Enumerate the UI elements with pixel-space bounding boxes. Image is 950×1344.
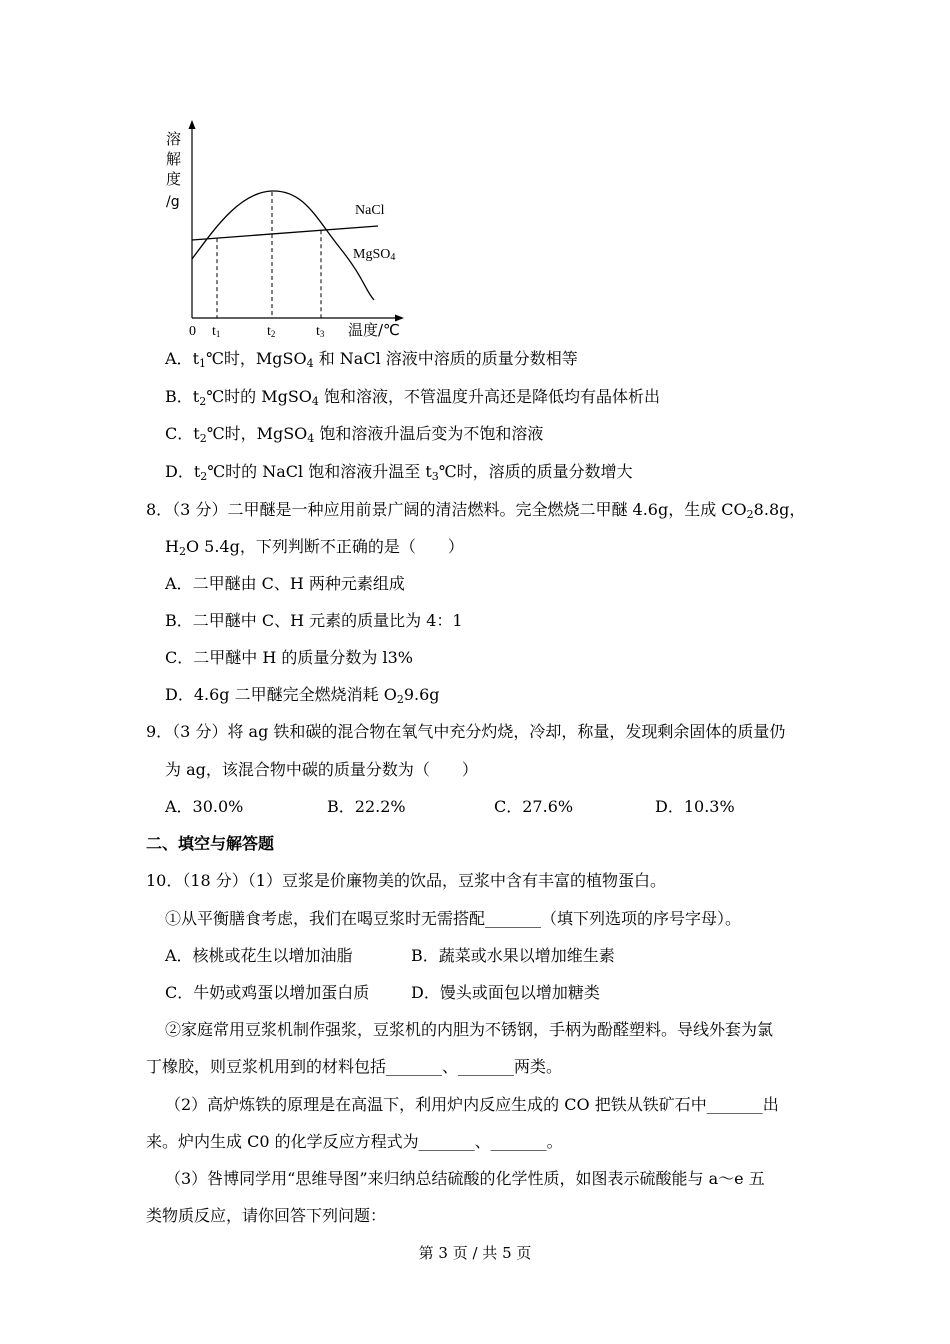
- series-label-mgso4: MgSO4: [353, 247, 396, 263]
- q8-stem-line1: 8．（3 分）二甲醚是一种应用前景广阔的清洁燃料。完全燃烧二甲醚 4.6g，生成 $CO_28.8g$，: [146, 500, 806, 521]
- q10-option-c: C．牛奶或鸡蛋以增加蛋白质: [165, 983, 370, 1002]
- q10-option-d: D．馒头或面包以增加糖类: [411, 983, 600, 1002]
- q8-option-b: B．二甲醚中 C、H 元素的质量比为 4：1: [165, 611, 463, 630]
- q10-line1: 10．（18 分）（1）豆浆是价廉物美的饮品，豆浆中含有丰富的植物蛋白。: [146, 871, 666, 890]
- q7-option-b: B．$t_2℃$时的 MgSO$_4$ 饱和溶液，不管温度升高还是降低均有晶体析出: [165, 387, 660, 408]
- q8-stem-line2: $H_2O$ 5.4g，下列判断不正确的是（ ）: [165, 537, 464, 558]
- q10-line5: ②家庭常用豆浆机制作强浆，豆浆机的内胆为不锈钢，手柄为酚醛塑料。导线外套为氯: [165, 1020, 774, 1039]
- q8-option-a: A．二甲醚由 C、H 两种元素组成: [165, 574, 405, 593]
- section-title: 二、填空与解答题: [146, 834, 275, 853]
- nacl-line: [192, 226, 378, 240]
- y-label-char: 解: [166, 150, 182, 168]
- q9-option-a: A．30.0%: [165, 797, 244, 816]
- origin-label: 0: [189, 324, 196, 339]
- q10-line8: 来。炉内生成 C0 的化学反应方程式为_______、_______。: [146, 1132, 563, 1151]
- q9-option-b: B．22.2%: [327, 797, 406, 816]
- y-label-char: 度: [166, 170, 182, 188]
- x-tick-t2: t2: [267, 324, 276, 339]
- x-tick-t3: t3: [316, 324, 325, 339]
- q8-option-c: C．二甲醚中 H 的质量分数为 l3%: [165, 648, 413, 667]
- series-label-nacl: NaCl: [355, 203, 385, 218]
- q7-option-c: C．$t_2℃$时，MgSO$_4$ 饱和溶液升温后变为不饱和溶液: [165, 424, 544, 445]
- q9-option-d: D．10.3%: [655, 797, 735, 816]
- q10-line6: 丁橡胶，则豆浆机用到的材料包括_______、_______两类。: [146, 1057, 563, 1076]
- q7-option-d: D．$t_2℃$时的 NaCl 饱和溶液升温至 $t_3℃$时，溶质的质量分数增大: [165, 462, 633, 483]
- q10-line10: 类物质反应，请你回答下列问题：: [146, 1206, 387, 1225]
- solubility-chart-svg: [160, 118, 420, 343]
- y-label-char: 溶: [166, 130, 182, 148]
- q9-option-c: C．27.6%: [494, 797, 574, 816]
- solubility-chart: [160, 118, 420, 343]
- q10-line2: ①从平衡膳食考虑，我们在喝豆浆时无需搭配_______（填下列选项的序号字母）。: [165, 909, 742, 928]
- q9-stem-line1: 9．（3 分）将 ag 铁和碳的混合物在氧气中充分灼烧，冷却，称量，发现剩余固体的质量仍: [146, 722, 786, 741]
- q8-option-d: D．4.6g 二甲醚完全燃烧消耗 $O_29.6g$: [165, 685, 440, 706]
- page-footer: 第 3 页 / 共 5 页: [418, 1244, 532, 1262]
- q10-line9: （3）咎博同学用“思维导图”来归纳总结硫酸的化学性质，如图表示硫酸能与 a～e 五: [165, 1169, 765, 1188]
- q10-option-a: A．核桃或花生以增加油脂: [165, 946, 353, 965]
- q9-stem-line2: 为 ag，该混合物中碳的质量分数为（ ）: [165, 760, 478, 779]
- x-tick-t1: t1: [212, 324, 221, 339]
- mgso4-curve: [192, 191, 374, 300]
- q10-line7: （2）高炉炼铁的原理是在高温下，利用炉内反应生成的 CO 把铁从铁矿石中_______出: [165, 1095, 779, 1114]
- y-label-char: /g: [166, 194, 180, 210]
- q7-option-a: A．$t_1℃$时，MgSO$_4$ 和 NaCl 溶液中溶质的质量分数相等: [165, 349, 578, 370]
- x-axis-label: 温度/℃: [348, 321, 400, 339]
- y-axis-arrow: [189, 120, 196, 129]
- q10-option-b: B．蔬菜或水果以增加维生素: [411, 946, 615, 965]
